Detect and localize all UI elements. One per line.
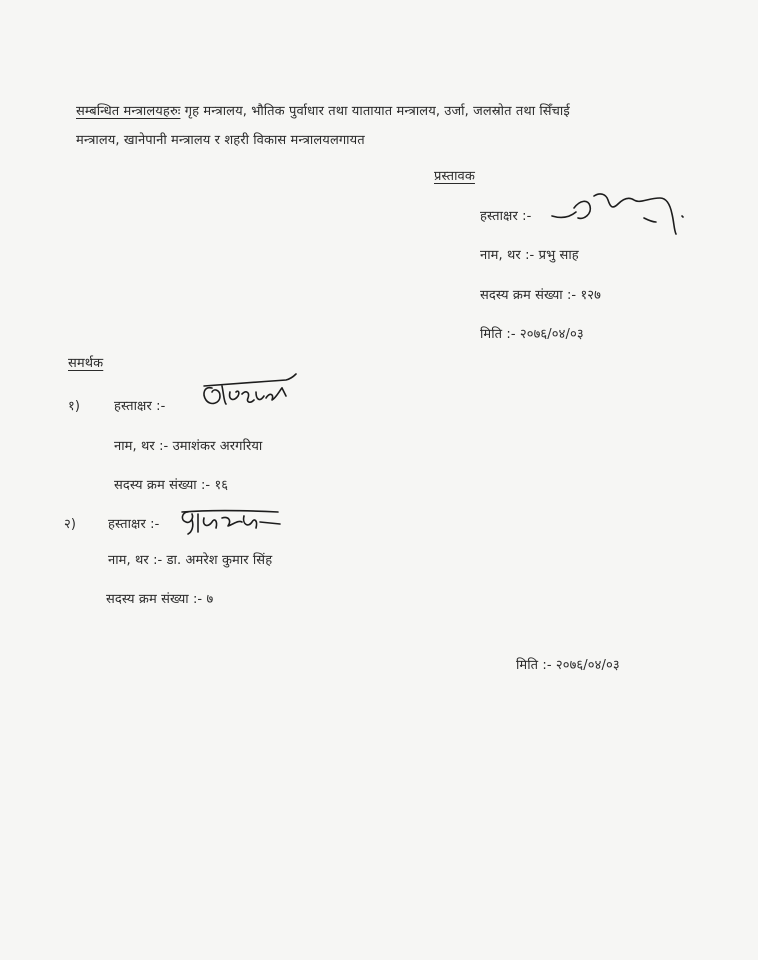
proposer-name: नाम, थर :- प्रभु साह bbox=[480, 248, 579, 263]
footer-date: मिति :- २०७६/०४/०३ bbox=[516, 658, 620, 673]
proposer-date: मिति :- २०७६/०४/०३ bbox=[480, 327, 584, 342]
supporter-1-signature bbox=[198, 372, 302, 416]
ministries-line-2: मन्त्रालय, खानेपानी मन्त्रालय र शहरी विकास मन्त्रालयलगायत bbox=[76, 133, 365, 148]
proposer-signature bbox=[548, 186, 688, 238]
ministries-text-1: गृह मन्त्रालय, भौतिक पुर्वाधार तथा यातायात मन्त्रालय, उर्जा, जलस्रोत तथा सिँचाई bbox=[184, 104, 570, 119]
supporters-heading: समर्थक bbox=[68, 356, 104, 371]
supporter-2-number: २) bbox=[64, 517, 77, 532]
supporter-1-name: नाम, थर :- उमाशंकर अरगरिया bbox=[114, 439, 263, 454]
proposer-heading: प्रस्तावक bbox=[434, 169, 475, 184]
supporter-1-number: १) bbox=[68, 399, 81, 414]
supporter-2-signature-label: हस्ताक्षर :- bbox=[108, 517, 160, 532]
supporter-2-name: नाम, थर :- डा. अमरेश कुमार सिंह bbox=[108, 553, 273, 568]
proposer-member-number: सदस्य क्रम संख्या :- १२७ bbox=[480, 288, 602, 303]
proposer-signature-label: हस्ताक्षर :- bbox=[480, 209, 532, 224]
supporter-1-member-number: सदस्य क्रम संख्या :- १६ bbox=[114, 478, 229, 493]
ministries-label: सम्बन्धित मन्त्रालयहरुः bbox=[76, 104, 181, 119]
supporter-2-signature bbox=[178, 500, 284, 540]
supporter-2-member-number: सदस्य क्रम संख्या :- ७ bbox=[106, 592, 214, 607]
ministries-line-1 bbox=[76, 101, 570, 119]
supporter-1-signature-label: हस्ताक्षर :- bbox=[114, 399, 166, 414]
